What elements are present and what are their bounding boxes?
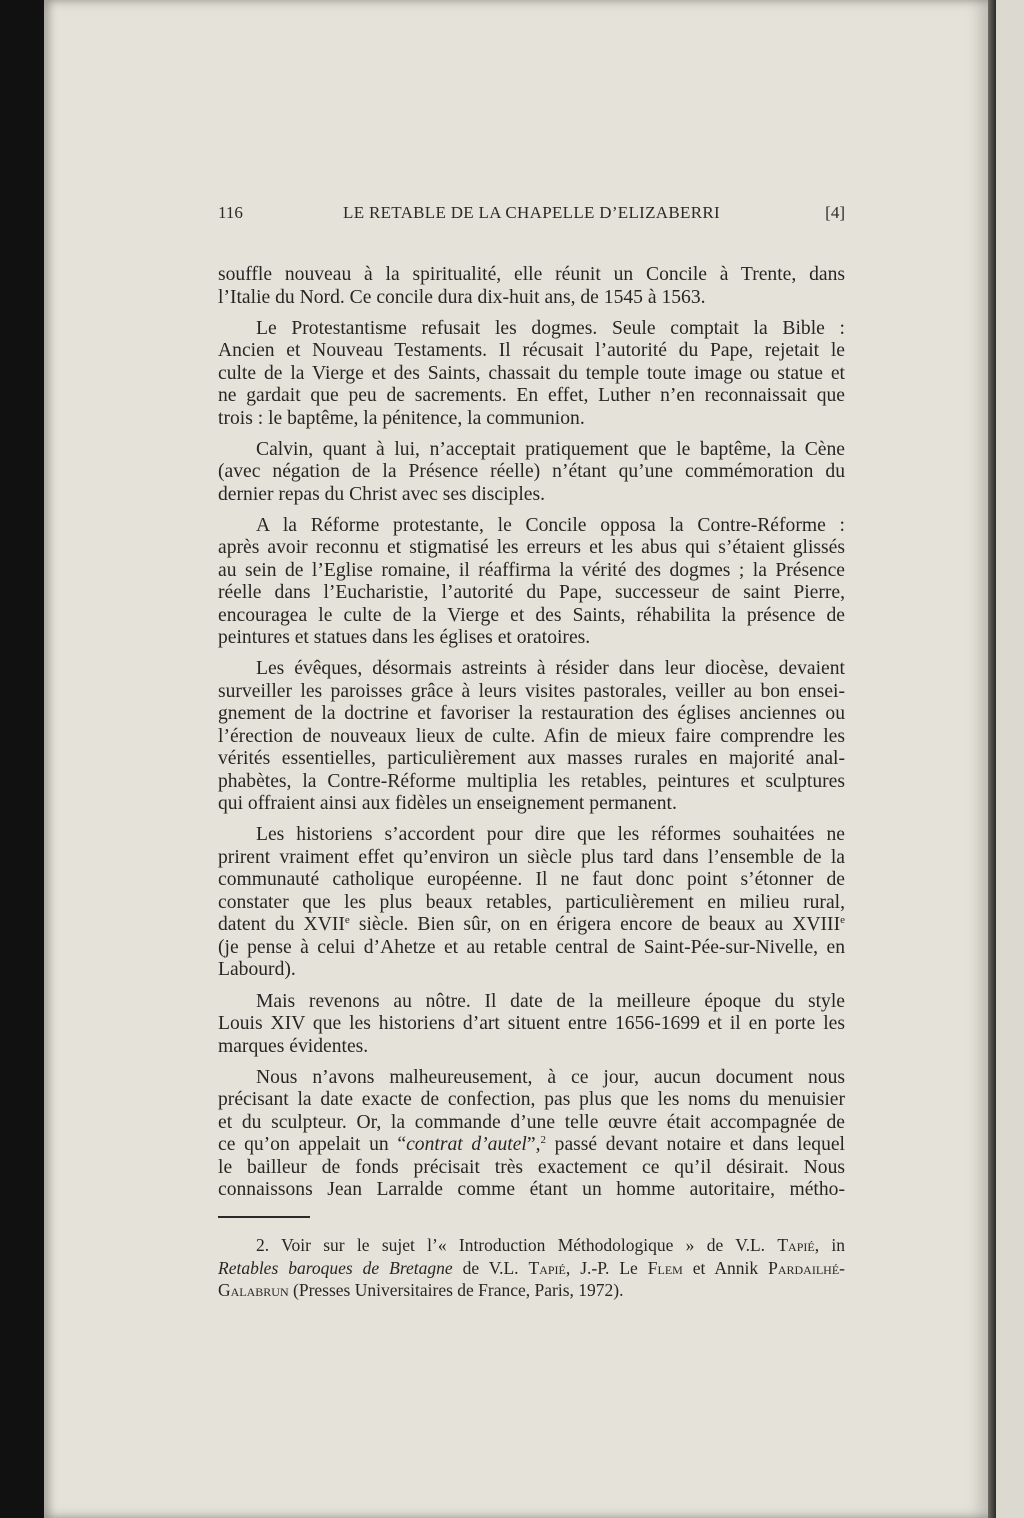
paragraph (218, 515, 845, 650)
paragraph (218, 439, 845, 507)
text-line: Nous n’avons malheureusement, à ce jour, aucun document nous (256, 1066, 845, 1088)
text-line: prirent vraiment effet qu’environ un siècle plus tard dans l’ensemble de la (218, 846, 845, 868)
text-line: (avec négation de la Présence réelle) n’étant qu’une commémoration du (218, 461, 845, 483)
text-segment: Galabrun (218, 1280, 289, 1300)
text-line: constater que les plus beaux retables, particulièrement en milieu rural, (218, 891, 845, 913)
text-line: culte de la Vierge et des Saints, chassait du temple toute image ou statue et (218, 362, 845, 384)
text-line: connaissons Jean Larralde comme étant un homme autoritaire, métho- (218, 1179, 845, 1201)
body-text (218, 264, 845, 1210)
text-line: marques évidentes. (218, 1035, 369, 1057)
text-line (218, 1234, 845, 1257)
text-segment: Tapié (777, 1235, 815, 1255)
page-gutter (988, 0, 996, 1518)
footnote-rule (218, 1216, 310, 1218)
text-segment: (Presses Universitaires de France, Paris, 1972). (288, 1280, 624, 1300)
running-title: LE RETABLE DE LA CHAPELLE D’ELIZABERRI (343, 203, 720, 222)
paragraph (218, 658, 845, 816)
italic-text: Retables baroques de Bretagne (218, 1257, 453, 1278)
text-line: A la Réforme protestante, le Concile opposa la Contre-Réforme : (256, 514, 845, 536)
text-line: trois : le baptême, la pénitence, la communion. (218, 407, 585, 429)
text-line: Calvin, quant à lui, n’acceptait pratiquement que le baptême, la Cène (256, 438, 845, 460)
facing-page-edge (996, 0, 1024, 1518)
text-line: encouragea le culte de la Vierge et des Saints, réhabilita la présence de (218, 604, 845, 626)
text-line: réelle dans l’Eucharistie, l’autorité du Pape, successeur de saint Pierre, (218, 582, 845, 604)
text-segment: , in (814, 1235, 845, 1255)
text-segment: et Annik (682, 1257, 769, 1278)
italic-text: contrat d’autel (406, 1134, 527, 1156)
text-segment: 2. Voir sur le sujet l’« Introduction Méthodologique » de V.L. (256, 1235, 778, 1255)
paragraph (218, 318, 845, 431)
text-line: et du sculpteur. Or, la commande d’une telle œuvre était accompagnée de (218, 1111, 845, 1133)
text-line: après avoir reconnu et stigmatisé les erreurs et les abus qui s’étaient glissés (218, 537, 845, 559)
text-line: Les historiens s’accordent pour dire que les réformes souhaitées ne (256, 824, 845, 846)
running-header (218, 203, 845, 227)
paragraph (218, 1067, 845, 1202)
superscript: e (840, 914, 845, 927)
paragraph (218, 264, 845, 309)
text-line: qui offraient ainsi aux fidèles un enseignement permanent. (218, 793, 677, 815)
text-line (218, 914, 845, 937)
text-line: souffle nouveau à la spiritualité, elle réunit un Concile à Trente, dans (218, 264, 845, 285)
text-segment: datent du XVII (218, 914, 345, 936)
text-line: dernier repas du Christ avec ses disciples. (218, 483, 546, 505)
text-segment: passé devant notaire et dans lequel (545, 1134, 846, 1156)
text-segment: Flem (647, 1257, 683, 1278)
text-line: l’Italie du Nord. Ce concile dura dix-huit ans, de 1545 à 1563. (218, 286, 706, 308)
text-line: Labourd). (218, 959, 296, 981)
text-line: Le Protestantisme refusait les dogmes. Seule comptait la Bible : (256, 317, 845, 339)
text-segment: Pardailhé- (768, 1257, 845, 1278)
text-line: Mais revenons au nôtre. Il date de la meilleure époque du style (256, 990, 845, 1012)
text-segment: de V.L. (452, 1257, 529, 1278)
text-line: ne gardait que peu de sacrements. En effet, Luther n’en reconnaissait que (218, 385, 845, 407)
text-line (218, 1279, 845, 1302)
text-line: peintures et statues dans les églises et oratoires. (218, 627, 591, 649)
footnote (218, 1234, 845, 1302)
text-line (218, 1257, 845, 1280)
text-segment: Tapié (528, 1257, 566, 1278)
paragraph (218, 824, 845, 982)
text-line: l’érection de nouveaux lieux de culte. Afin de mieux faire comprendre les (218, 725, 845, 747)
text-line: phabètes, la Contre-Réforme multiplia les retables, peintures et sculptures (218, 770, 845, 792)
text-line: précisant la date exacte de confection, pas plus que les noms du menuisier (218, 1089, 845, 1111)
superscript: 2 (540, 1134, 546, 1147)
text-line: Ancien et Nouveau Testaments. Il récusait l’autorité du Pape, rejetait le (218, 340, 845, 362)
text-line: le bailleur de fonds précisait très exactement ce qu’il désirait. Nous (218, 1156, 845, 1178)
text-segment: ce qu’on appelait un “ (218, 1134, 407, 1156)
paragraph (218, 991, 845, 1059)
text-line: Les évêques, désormais astreints à résider dans leur diocèse, devaient (256, 658, 845, 680)
text-line: Louis XIV que les historiens d’art situent entre 1656-1699 et il en porte les (218, 1013, 845, 1035)
text-line: (je pense à celui d’Ahetze et au retable central de Saint-Pée-sur-Nivelle, en (218, 936, 845, 958)
text-line (218, 1134, 845, 1157)
section-number: [4] (825, 203, 845, 222)
superscript: e (344, 914, 350, 927)
page-number: 116 (218, 203, 243, 222)
text-segment: ”, (526, 1134, 541, 1156)
text-segment: siècle. Bien sûr, on en érigera encore de beaux au XVIII (349, 914, 841, 936)
text-line: gnement de la doctrine et favoriser la restauration des églises anciennes ou (218, 703, 845, 725)
text-line: surveiller les paroisses grâce à leurs visites pastorales, veiller au bon ensei- (218, 680, 845, 702)
text-line: communauté catholique européenne. Il ne faut donc point s’étonner de (218, 869, 845, 891)
text-line: vérités essentielles, particulièrement aux masses rurales en majorité anal- (218, 748, 845, 770)
text-segment: , J.-P. Le (565, 1257, 648, 1278)
text-line: au sein de l’Eglise romaine, il réaffirma la vérité des dogmes ; la Présence (218, 559, 845, 581)
